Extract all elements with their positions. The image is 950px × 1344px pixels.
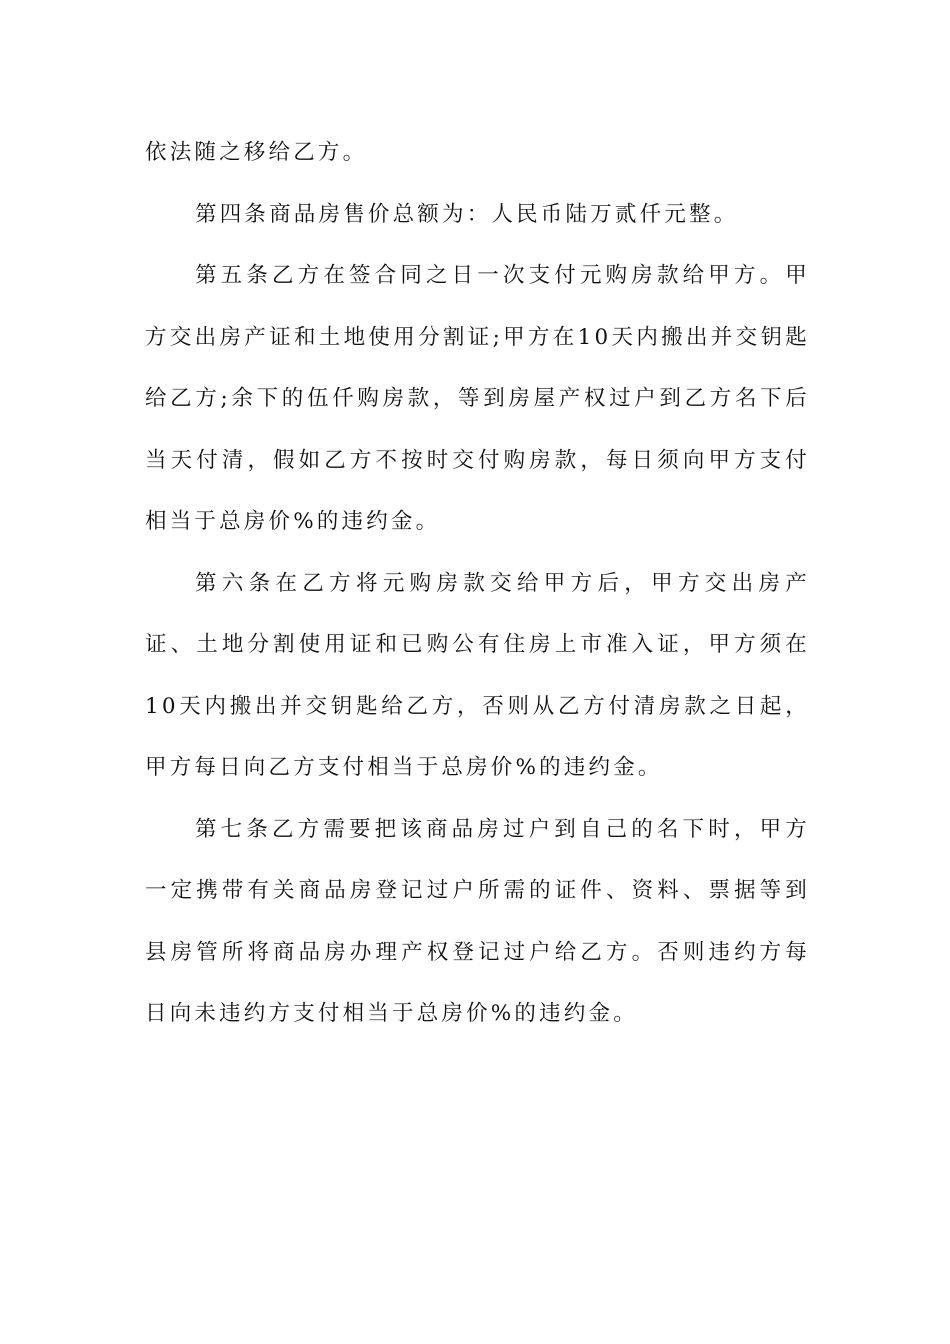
paragraph-continuation: 依法随之移给乙方。 bbox=[145, 140, 368, 165]
document-body bbox=[145, 122, 810, 1045]
paragraph-article-7: 第七条乙方需要把该商品房过户到自己的名下时，甲方一定携带有关商品房登记过户所需的证件、资料、票据等到县房管所将商品房办理产权登记过户给乙方。否则违约方每日向未违约方支付相当于总房价%的违约金。 bbox=[145, 816, 810, 1026]
paragraph-article-4: 第四条商品房售价总额为：人民币陆万贰仟元整。 bbox=[195, 201, 739, 227]
paragraph-article-6: 第六条在乙方将元购房款交给甲方后，甲方交出房产证、土地分割使用证和已购公有住房上市准入证，甲方须在10天内搬出并交钥匙给乙方，否则从乙方付清房款之日起，甲方每日向乙方支付相当于总房价%的违约金。 bbox=[145, 570, 810, 780]
paragraph-article-5: 第五条乙方在签合同之日一次支付元购房款给甲方。甲方交出房产证和土地使用分割证;甲方在10天内搬出并交钥匙给乙方;余下的伍仟购房款，等到房屋产权过户到乙方名下后当天付清，假如乙方不按时交付购房款，每日须向甲方支付相当于总房价%的违约金。 bbox=[145, 263, 810, 534]
